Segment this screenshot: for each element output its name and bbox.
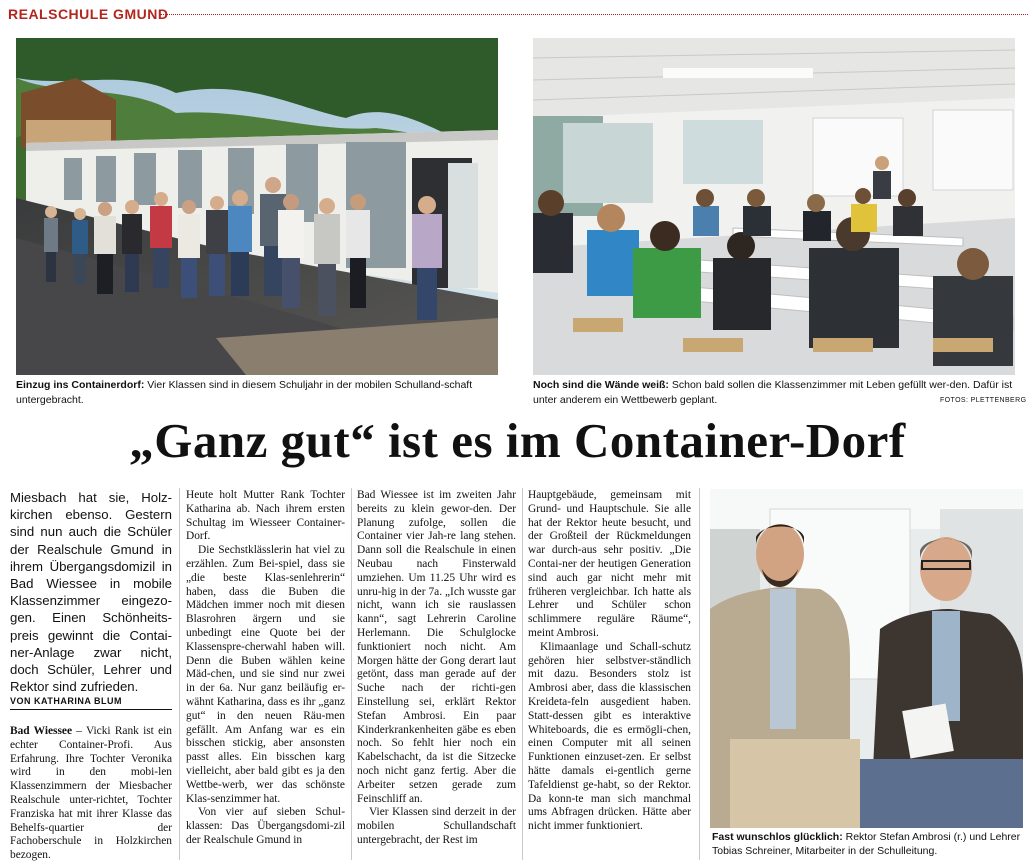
column-divider bbox=[699, 488, 700, 860]
column-divider bbox=[351, 488, 352, 860]
caption-text: Vier Klassen sind in diesem Schuljahr in der mobilen Schulland-schaft untergebracht. bbox=[16, 379, 473, 406]
column-divider bbox=[522, 488, 523, 860]
photo-classroom bbox=[533, 38, 1015, 375]
paragraph: Von vier auf sieben Schul-klassen: Das Übergangsdomi-zil der Realschule Gmund in bbox=[186, 806, 345, 846]
dateline: Bad Wiessee bbox=[10, 725, 73, 737]
column-divider bbox=[179, 488, 180, 860]
caption-bold: Einzug ins Containerdorf: bbox=[16, 379, 145, 391]
photo-container-village bbox=[16, 38, 498, 375]
paragraph: Vier Klassen sind derzeit in der mobilen Schullandschaft untergebracht, der Rest im bbox=[357, 806, 516, 846]
caption-container-village bbox=[16, 378, 498, 408]
caption-bold: Fast wunschlos glücklich: bbox=[712, 831, 843, 843]
paragraph: – Vicki Rank ist ein echter Container-Profi. Aus Erfahrung. Ihre Tochter Veronika wird in den mobi-len Klassenzimmern der Miesbacher Realschule unter-richtet, Tochter Franziska hat mit ihrer Klasse das Behelfs-quartier der Fachoberschule in Holzkirchen bezogen. bbox=[10, 725, 172, 862]
header-divider bbox=[160, 14, 1028, 15]
article-column-3 bbox=[357, 489, 516, 848]
photo-rector-and-teacher bbox=[710, 489, 1023, 828]
caption-portrait bbox=[712, 830, 1024, 858]
caption-text: Rektor Stefan Ambrosi (r.) und Lehrer Tobias Schreiner, Mitarbeiter in der Schulleitung. bbox=[712, 831, 1021, 857]
paragraph: Heute holt Mutter Rank Tochter Katharina ab. Nach ihrem ersten Schultag im Wiesseer Container-Dorf. bbox=[186, 489, 345, 543]
paragraph: Hauptgebäude, gemeinsam mit Grund- und Hauptschule. Sie alle hat der Rektor heute besucht, und der Großteil der Rückmeldungen war durch-aus sehr positiv. „Die Contai-ner der heutigen Generation sind auch gar nicht mehr mit früheren vergleichbar. Ich hatte als Lehrer und Schüler schon schlimmere reguläre Räume“, meint Ambrosi. bbox=[528, 489, 691, 639]
paragraph: Bad Wiessee ist im zweiten Jahr bereits zu klein gewor-den. Der Planung zufolge, sollen die Container vier Jah-re lang stehen. Dann soll die Realschule in einen Neubau nach Finsterwald umziehen. Um 11.25 Uhr wird es unru-hig in der 7a. „Ich wusste gar nicht, wann ich sie rauslassen kann“, sagt Lehrerin Caroline Herlemann. Die Schulglocke funktioniert noch nicht. Am Morgen hätte der Gong derart laut getönt, dass man gerade auf der Suche nach der richti-gen Einstellung sei, erklärt Rektor Stefan Ambrosi. Ein paar Kinderkrankenheiten gäbe es eben noch. So fehlt hier noch ein Kabelschacht, da ist die Sitzecke noch nicht ganz fertig. Aber die Arbeiter setzen gerade zum Feinschliff an. bbox=[357, 489, 516, 805]
photo-credit: FOTOS: PLETTENBERG bbox=[940, 397, 1027, 404]
article-column-1 bbox=[10, 725, 172, 863]
article-column-2 bbox=[186, 489, 345, 848]
section-label: REALSCHULE GMUND bbox=[8, 6, 169, 22]
paragraph: Klimaanlage und Schall-schutz gehören hier selbstver-ständlich mit dazu. Besonders stolz ist Ambrosi aber, dass die klassischen Kreideta-feln ausgedient haben. Statt-dessen gibt es interaktive Whiteboards, die es ermögli-chen, einen Computer mit all seinen Funktionen einzuset-zen. Er selbst hätte damals ei-gentlich gerne Tafeldienst ge-habt, so der Rektor. Da konn-te man sich manchmal ums Abfragen drücken. Hätte aber nicht immer funktioniert. bbox=[528, 640, 691, 833]
caption-text: Schon bald sollen die Klassenzimmer mit Leben gefüllt wer-den. Dafür ist unter anderem ein Wettbewerb geplant. bbox=[533, 379, 1013, 406]
article-column-4 bbox=[528, 489, 691, 834]
caption-bold: Noch sind die Wände weiß: bbox=[533, 379, 669, 391]
headline: „Ganz gut“ ist es im Container-Dorf bbox=[129, 413, 906, 468]
lead-paragraph: Miesbach hat sie, Holz-kirchen ebenso. Gestern sind nun auch die Schüler der Realschule Gmund in ihrem Übergangsdomizil in Bad Wiessee in mobile Klassenzimmer eingezo-gen. Einen Schönheits-preis gewinnt die Contai-ner-Anlage zwar nicht, doch Schüler, Lehrer und Rektor sind zufrieden. bbox=[10, 490, 172, 695]
byline: VON KATHARINA BLUM bbox=[10, 696, 172, 710]
paragraph: Die Sechstklässlerin hat viel zu erzählen. Zum Bei-spiel, dass sie „die beste Klas-senlehrerin“ haben, dass die Buben die Mädchen immer noch mit diesen Blasrohren ärgern und sie unbedingt eine Quote bei der Klassenspre-cherwahl haben will. Denn die Buben wählen keine Mäd-chen, und sie sind nur zwei in der 6a. Nur ganz beiläufig er-wähnt Katharina, dass es ihr „ganz gut“ in den neuen Räu-men gefällt. Am Anfang war es ein bisschen stickig, aber ansonsten passt alles. Ein bisschen karg vielleicht, aber bald gibt es ja den Wettbe-werb, wer das schönste Klas-senzimmer hat. bbox=[186, 544, 345, 805]
